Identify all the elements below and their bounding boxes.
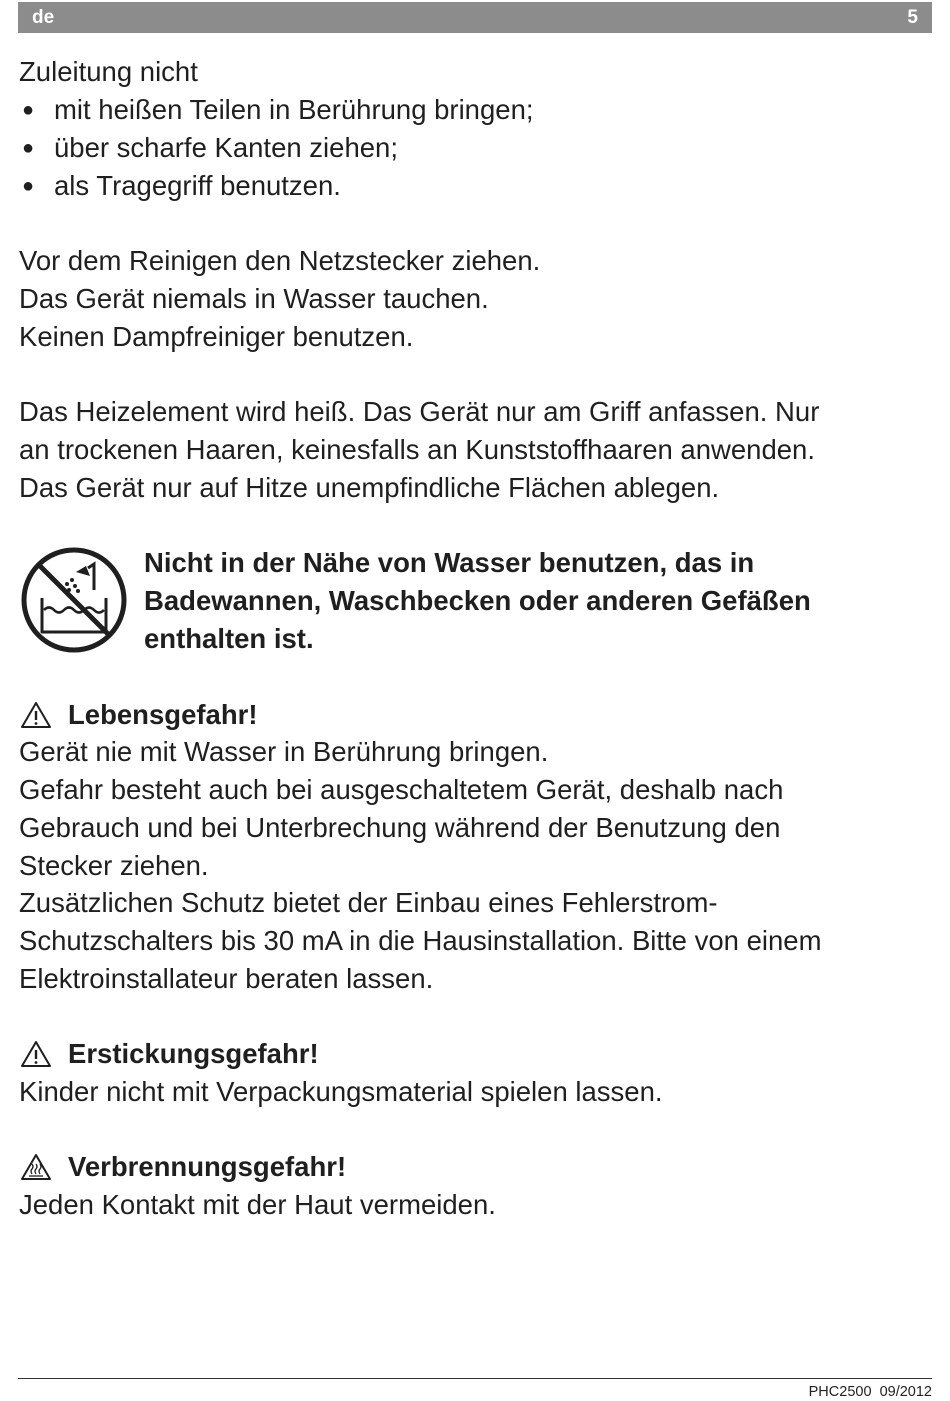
- text-line: Gerät nie mit Wasser in Berührung bringen.: [19, 736, 549, 767]
- text-line: Das Heizelement wird heiß. Das Gerät nur am Griff anfassen. Nur: [19, 396, 820, 427]
- warning-heading: Erstickungsgefahr!: [68, 1038, 319, 1069]
- text-line: Jeden Kontakt mit der Haut vermeiden.: [19, 1189, 496, 1220]
- notice-line: Badewannen, Waschbecken oder anderen Gefäßen: [144, 585, 811, 616]
- text-line: Zusätzlichen Schutz bietet der Einbau eines Fehlerstrom-: [19, 887, 718, 918]
- page-header: [18, 2, 932, 33]
- hot-surface-warning-icon: [20, 1153, 52, 1181]
- text-line: Keinen Dampfreiniger benutzen.: [19, 321, 414, 352]
- page-footer: [809, 1383, 932, 1401]
- water-warning-notice: [144, 544, 811, 658]
- language-code: de: [32, 7, 55, 28]
- list-item: über scharfe Kanten ziehen;: [54, 132, 398, 163]
- text-line: Gebrauch und bei Unterbrechung während der Benutzung den: [19, 812, 781, 843]
- warning-heading: Lebensgefahr!: [68, 699, 258, 730]
- warning-triangle-icon: [20, 1040, 52, 1068]
- bullet-marker: ●: [22, 137, 35, 159]
- text-line: an trockenen Haaren, keinesfalls an Kunststoffhaaren anwenden.: [19, 434, 815, 465]
- text-line: Kinder nicht mit Verpackungsmaterial spielen lassen.: [19, 1076, 663, 1107]
- notice-line: Nicht in der Nähe von Wasser benutzen, das in: [144, 547, 755, 578]
- list-item: als Tragegriff benutzen.: [54, 170, 341, 201]
- text-line: Stecker ziehen.: [19, 850, 209, 881]
- intro-text: Zuleitung nicht: [19, 56, 198, 87]
- text-line: Vor dem Reinigen den Netzstecker ziehen.: [19, 245, 541, 276]
- bullet-marker: ●: [22, 99, 35, 121]
- text-line: Gefahr besteht auch bei ausgeschaltetem Gerät, deshalb nach: [19, 774, 784, 805]
- no-water-icon: [20, 546, 128, 654]
- footer-divider: [18, 1378, 932, 1379]
- notice-line: enthalten ist.: [144, 623, 314, 654]
- bullet-marker: ●: [22, 175, 35, 197]
- edition-date: 09/2012: [879, 1384, 932, 1400]
- warning-triangle-icon: [20, 701, 52, 729]
- model-number: PHC2500: [808, 1384, 872, 1400]
- text-line: Das Gerät nur auf Hitze unempfindliche Flächen ablegen.: [19, 472, 720, 503]
- text-line: Das Gerät niemals in Wasser tauchen.: [19, 283, 489, 314]
- page-number: 5: [907, 7, 918, 28]
- warning-heading: Verbrennungsgefahr!: [68, 1151, 347, 1182]
- text-line: Schutzschalters bis 30 mA in die Hausinstallation. Bitte von einem: [19, 925, 822, 956]
- text-line: Elektroinstallateur beraten lassen.: [19, 963, 434, 994]
- list-item: mit heißen Teilen in Berührung bringen;: [54, 94, 534, 125]
